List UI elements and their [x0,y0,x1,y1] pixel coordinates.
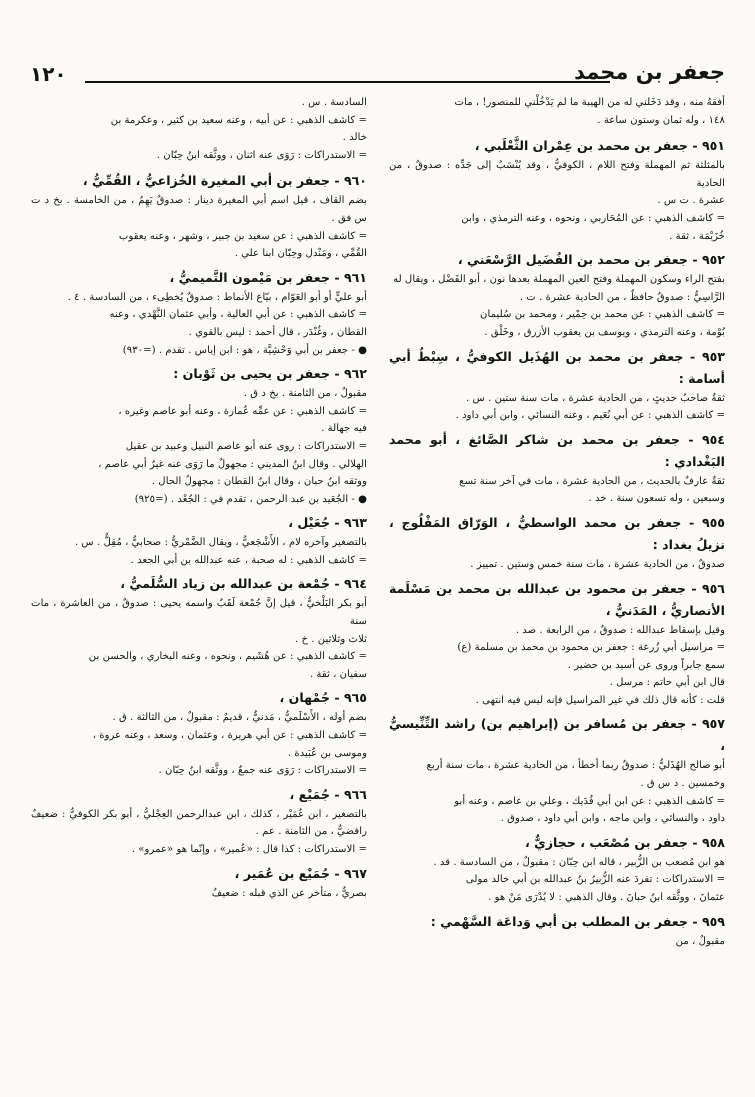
entry-line: = كاشف الذهبي : عن أبي نُعَيم ، وعنه النسائي ، وابن أبي داود . [455,410,725,422]
left-column [31,94,367,954]
entry-line: القُمِّي ، ومَنْدل وحِبّان ابنا علي . [234,248,367,260]
entry-line: = الاستدراكات : تفردَ عنه الزُّبيرُ بنُ عبدالله بن أبي خالد مولى [465,874,725,886]
biography-entry [389,911,725,951]
entry-line: خُزَيْمَة ، ثقة . [669,230,725,242]
page-header [30,60,725,94]
entry-heading: ٩٥٥ - جعفر بن محمد الواسطيُّ ، الوَرّاق المَفْلُوج ، نزيلُ بغداد : [389,514,725,552]
entry-heading: ٩٥٦ - جعفر بن محمود بن عبدالله بن محمد بن مَسْلَمة الأنصاريُّ ، المَدَنيُّ ، [389,580,725,618]
entry-line: فيه جهالة . [321,423,367,435]
entry-heading: ٩٦٥ - جُمْهان ، [279,690,367,706]
entry-heading: ٩٥٧ - جعفر بن مُسافر بن (إبراهيم بن) راشد التِّنِّيسيُّ ، [389,716,725,754]
page [30,60,725,1080]
entry-line: قال ابن أبي حاتم : مرسل . [609,677,725,689]
biography-entry [389,135,725,245]
entry-line: أبو بكر البَلْخيُّ ، قيل إنَّ جُمْعة لَقَبٌ واسمه يحيى : صدوقٌ ، من العاشرة ، مات سنة [31,598,367,628]
entry-heading: ٩٥٣ - جعفر بن محمد بن الهُذَيل الكوفيُّ ، سِبْطُ أبي أسامة : [389,348,725,386]
entry-line: بفتح الراء وسكون المهملة وفتح العين المهملة بعدها نون ، أبو الفَضْل ، ويقال له [393,274,725,286]
entry-line: وقيل بإسقاط عبدالله : صدوقٌ ، من الرابعة . صد . [515,624,725,636]
entry-line: بالتصغير ، ابن عُمَيْر ، كذلك ، ابن عبدالرحمن العِجْليُّ ، أبو بكر الكوفيُّ : ضعيفٌ رافضيٌّ ، من الثامنة . عم . [31,808,367,838]
entry-line: = الاستدراكات : رَوَى عنه جمعٌ ، ووثَّقه ابنُ حِبّان . [158,765,367,777]
biography-entry [31,687,367,779]
entry-line: عشرة . ت س . [657,195,725,207]
entry-heading: ٩٦١ - جعفر بن مَيْمون التَّميميُّ ، [169,269,367,285]
continuation-line: = كاشف الذهبي : عن أبيه ، وعنه سعيد بن كثير ، وعكرمة بن [110,114,367,126]
entry-line: = كاشف الذهبي : عن أبي هريرة ، وعثمان ، وسعد ، وعنه عروة ، [92,730,367,742]
biography-entry [31,784,367,859]
entry-line: = الاستدراكات : روى عنه أبو عاصم النبيل وعبيد بن عقيل [125,440,367,452]
entry-heading: ٩٦٠ - جعفر بن أبي المغيرة الخُزاعيُّ ، القُمِّيُّ ، [82,173,367,189]
entry-line: وموسى بن عُبَيدة . [287,747,367,759]
entry-line: أبو عليٍّ أو أبو العَوّام ، بيّاع الأنماط : صدوقٌ يُخطِىء ، من السادسة . ٤ . [67,291,367,303]
entry-line: = كاشف الذهبي : عن محمد بن حِمْير ، ومحمد بن سُليمان [480,309,725,321]
right-column [389,94,725,954]
two-columns [30,94,725,954]
entry-line: مقبولٌ ، من الثامنة . بخ د ق . [243,388,367,400]
entry-line: ثقةٌ صاحبُ حديثٍ ، من الحادية عشرة ، مات سنة ستين . س . [465,392,725,404]
entry-line: هو ابن مُصعب بن الزُّبير ، قاله ابن حِبّان : مقبولٌ ، من السادسة . قد . [433,856,725,868]
biography-entry [31,863,367,903]
entry-line: سفيان ، ثقة . [309,668,367,680]
header-rule [85,81,610,83]
biography-entry [389,346,725,425]
entry-heading: ٩٥١ - جعفر بن محمد بن عِمْران الثَّعْلَبي ، [474,138,725,154]
biography-entry [31,512,367,569]
entry-heading: ٩٦٤ - جُمْعة بن عبدالله بن زياد السُّلَميُّ ، [120,576,367,592]
biography-entry [389,578,725,710]
entry-line: الهلالي . وقال ابنُ المديني : مجهولٌ ما رَوَى عنه غيرُ أبي عاصم ، [98,458,367,470]
biography-entry [31,363,367,508]
entry-line: = الاستدراكات : كذا قال : «عُمير» ، وإنّما هو «عمرو» . [131,844,367,855]
entry-line: ووثقه ابنُ حبان ، وقال ابنُ القطان : مجهولُ الحال . [151,476,367,488]
page-number: ١٢٠ [30,62,67,86]
entry-line: وخمسين . د س ق . [640,778,725,790]
entry-heading: ٩٥٤ - جعفر بن محمد بن شاكر الصَّائغ ، أبو محمد البَغْدادي : [389,431,725,469]
continuation-line: ١٤٨ ، وله ثمان وستون ساعة . [597,114,725,126]
entry-line: القطان ، وغُنْدَر ، قال أحمد : ليس بالقوي . [188,326,367,338]
entry-heading: ٩٦٦ - جُمَيْع ، [289,786,367,802]
entry-line: بضم أوله ، الأَسْلَميُّ ، مَدنيٌّ ، قديمٌ : مقبولٌ ، من الثالثة . ق . [112,712,367,724]
continuation-line: = الاستدراكات : رَوَى عنه اثنان ، ووثَّقه ابنُ حِبّان . [156,149,367,161]
continuation-line: خالد . [342,132,367,144]
entry-heading: ٩٦٧ - جُمَيْع بن عُمَير ، [234,865,367,881]
continuation-line: السادسة . س . [301,97,367,108]
entry-line: عثمانَ ، ووثَّقه ابنُ حبانَ . وقال الذهبي : لا يُدْرَى مَنْ هو . [488,892,725,904]
entry-line: = مراسيل أبي زُرعة : جعفر بن محمود بن محمد بن مسلمة (ع) [457,642,725,654]
entry-line: مقبولٌ ، من [675,935,725,947]
entry-line: وسبعين ، وله تسعون سنة . خد . [588,493,725,505]
entry-line: صدوقٌ ، من الحادية عشرة ، مات سنة خمس وستين . تمييز . [470,558,725,570]
entry-line: أبو صالح الهُذَليُّ : صدوقٌ ربما أخطأ ، من الحادية عشرة ، مات سنة أربع [426,760,725,772]
entry-line: = كاشف الذهبي : عن ابن أبي فُدَيك ، وعلي بن عاصم ، وعنه أبو [454,795,725,807]
right-continuation [389,94,725,129]
biography-entry [31,170,367,262]
biography-entry [389,832,725,907]
entry-heading: ٩٥٢ - جعفر بن محمد بن الفُضَيل الرَّسْعَني ، [457,252,725,268]
entry-line: = كاشف الذهبي : عن أبي العالية ، وأبي عثمان النَّهْدي ، وعنه [109,309,367,321]
entry-line: بُوْمة ، وعنه الترمذي ، ويوسف بن يعقوب الأزرق ، وخَلْق . [484,326,725,338]
entry-line: داود ، والنسائي ، وابن ماجه ، وابن أبي داود ، صدوق . [500,813,725,825]
entry-line: = كاشف الذهبي : له صحبة ، عنه عبدالله بن أبي الجعد . [130,554,367,566]
entry-line: قلت : كأنه قال ذلك في غير المراسيل فإنه ليس فيه انتهى . [475,694,725,706]
entry-line: بضم القاف ، قيل اسم أبي المغيرة دينار : صدوقٌ يَهِمُ ، من الخامسة . بخ د ت س فق . [31,195,367,224]
entry-line: ثلاث وثلاثين . خ . [294,633,367,645]
entry-line: = كاشف الذهبي : عن المُحَاربي ، ونحوه ، وعنه الترمذي ، وابن [461,212,725,224]
entry-line: = كاشف الذهبي : عن هُشَيم ، ونحوه ، وعنه البخاري ، والحسن بن [88,651,367,663]
entry-line: ● - جعفر بن أبي وَحْشِيَّة ، هو : ابن إياس . تقدم . (=٩٣٠) [122,344,367,356]
entry-line: بالمثلثة ثم المهملة وفتح اللام ، الكوفيُّ ، وقد يُنْسَبُ إلى جَدِّه : صدوقٌ ، من الحادية [389,160,725,189]
biography-entry [389,512,725,574]
biography-entry [389,429,725,508]
entry-line: ثقةٌ عارفٌ بالحديث ، من الحادية عشرة ، مات في آخر سنة تسع [459,475,725,487]
entry-heading: ٩٥٩ - جعفر بن المطلب بن أبي وَداعَة السَّهْمي : [430,913,725,929]
biography-entry [389,249,725,341]
entry-heading: ٩٦٢ - جعفر بن يحيى بن ثَوْبان : [173,366,367,382]
entry-heading: ٩٦٣ - جُعَيْل ، [288,515,367,531]
entry-line: = كاشف الذهبي : عن عمِّه عُمارة ، وعنه أبو عاصم وغيره ، [118,405,367,417]
entry-line: = كاشف الذهبي : عن سعيد بن جبير ، وشهر ، وعنه يعقوب [118,230,367,242]
left-continuation [31,94,367,164]
running-title: جعفر بن محمد [574,60,725,84]
biography-entry [389,713,725,827]
entry-line: سمع جابراً وروى عن أسيد بن حضير . [567,659,725,671]
entry-heading: ٩٥٨ - جعفر بن مُصْعَب ، حجازيٌّ ، [524,834,725,850]
entry-line: الرَّاسِيُّ : صدوقٌ حافظٌ ، من الحادية عشرة . ت . [519,291,725,303]
biography-entry [31,573,367,683]
continuation-line: أفقهُ منه ، وقد دَخَلني له من الهيبة ما لم يَدْخُلْني للمنصور! ، مات [454,97,725,108]
entry-line: بالتصغير وآخره لام ، الأَشْجَعيُّ ، ويقال الضَّمْريُّ : صحابيٌّ ، مُقِلٌّ . س . [74,537,367,549]
entry-line: بصريٌّ ، متأخر عن الذي قبله : ضعيفٌ [211,887,367,899]
entry-line: ● - الجُعَيد بن عبد الرحمن ، تقدم في : الجُعْد . (=٩٢٥) [134,493,367,505]
biography-entry [31,267,367,359]
